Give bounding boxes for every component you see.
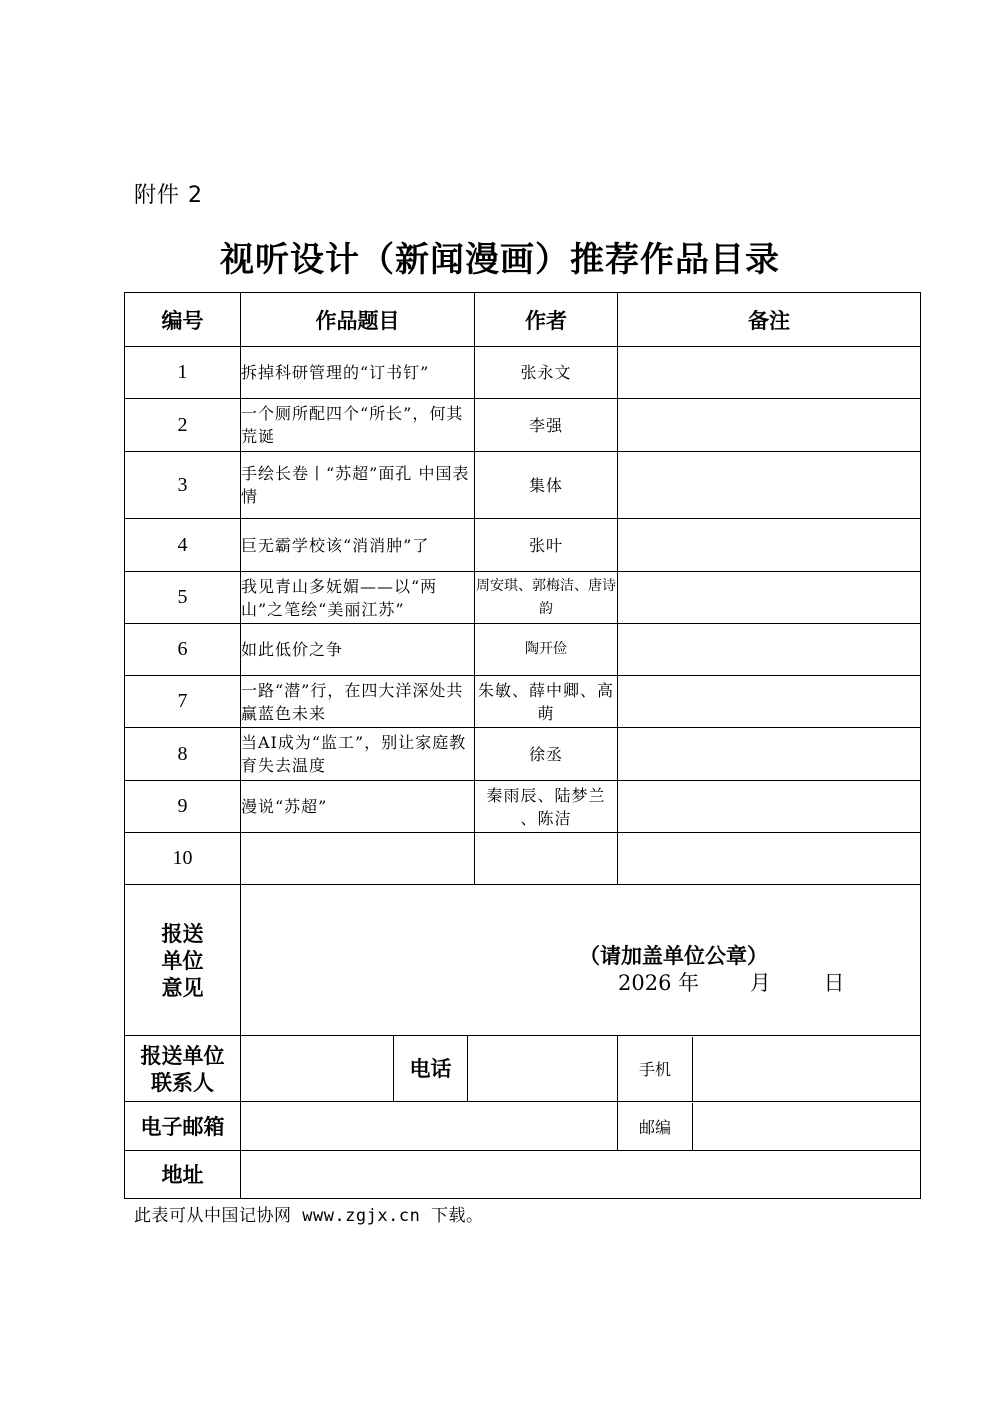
row-author: 秦雨辰、陆梦兰 、陈洁: [475, 781, 618, 833]
date-line: [618, 967, 845, 997]
date-year: 2026 年: [618, 971, 700, 995]
opinion-label-text: 报送单位意见: [161, 920, 204, 1000]
mobile-cell: [618, 1036, 921, 1102]
row-note[interactable]: [618, 624, 921, 676]
row-work: 漫说“苏超”: [241, 781, 475, 833]
row-author: 李强: [475, 399, 618, 452]
opinion-label: [125, 885, 241, 1036]
row-author: 张永文: [475, 347, 618, 399]
row-note[interactable]: [618, 781, 921, 833]
date-day: 日: [823, 971, 845, 995]
table-row: [125, 833, 921, 885]
row-note[interactable]: [618, 572, 921, 624]
row-num: 10: [125, 833, 241, 885]
address-row: [125, 1151, 921, 1199]
row-num: 3: [125, 452, 241, 519]
opinion-field[interactable]: [241, 885, 921, 1036]
contact-label-text: 报送单位联系人: [140, 1042, 225, 1095]
attachment-label: 附件 2: [134, 183, 203, 208]
row-num: 5: [125, 572, 241, 624]
postcode-field[interactable]: [693, 1103, 920, 1150]
mobile-field[interactable]: [693, 1037, 920, 1101]
row-work: 当AI成为“监工”，别让家庭教育失去温度: [241, 728, 475, 781]
header-work: 作品题目: [241, 293, 475, 347]
table-row: [125, 624, 921, 676]
email-row: [125, 1102, 921, 1151]
table-row: [125, 676, 921, 728]
table-row: [125, 781, 921, 833]
download-note: 此表可从中国记协网 www.zgjx.cn 下载。: [134, 1206, 484, 1226]
phone-field[interactable]: [468, 1036, 618, 1102]
address-label: 地址: [125, 1151, 241, 1199]
row-note[interactable]: [618, 519, 921, 572]
table-row: [125, 728, 921, 781]
row-author: 徐丞: [475, 728, 618, 781]
row-work: 巨无霸学校该“消消肿”了: [241, 519, 475, 572]
row-note[interactable]: [618, 452, 921, 519]
table-header-row: [125, 293, 921, 347]
email-label: 电子邮箱: [125, 1102, 241, 1151]
opinion-row: [125, 885, 921, 1036]
contact-row: [125, 1036, 921, 1102]
row-author: 集体: [475, 452, 618, 519]
row-work: 如此低价之争: [241, 624, 475, 676]
row-note[interactable]: [618, 728, 921, 781]
row-work: 我见青山多妩媚——以“两山”之笔绘“美丽江苏”: [241, 572, 475, 624]
header-num: 编号: [125, 293, 241, 347]
row-note[interactable]: [618, 347, 921, 399]
table-row: [125, 347, 921, 399]
table-row: [125, 452, 921, 519]
row-author: 陶开俭: [475, 624, 618, 676]
row-num: 6: [125, 624, 241, 676]
row-work: 拆掉科研管理的“订书钉”: [241, 347, 475, 399]
row-author[interactable]: [475, 833, 618, 885]
phone-label: 电话: [394, 1036, 468, 1102]
row-work: 一路“潜”行，在四大洋深处共赢蓝色未来: [241, 676, 475, 728]
row-work: 一个厕所配四个“所长”，何其荒诞: [241, 399, 475, 452]
header-note: 备注: [618, 293, 921, 347]
row-note[interactable]: [618, 399, 921, 452]
row-work[interactable]: [241, 833, 475, 885]
table-row: [125, 519, 921, 572]
row-work: 手绘长卷丨“苏超”面孔 中国表情: [241, 452, 475, 519]
row-num: 2: [125, 399, 241, 452]
postcode-label: 邮编: [618, 1103, 693, 1150]
contact-field[interactable]: [241, 1036, 394, 1102]
recommendation-table: [124, 292, 921, 1199]
row-author: 朱敏、薛中卿、高萌: [475, 676, 618, 728]
contact-label: [125, 1036, 241, 1102]
row-num: 7: [125, 676, 241, 728]
row-note[interactable]: [618, 676, 921, 728]
date-month: 月: [749, 971, 771, 995]
row-note[interactable]: [618, 833, 921, 885]
row-num: 8: [125, 728, 241, 781]
row-author: 周安琪、郭梅洁、唐诗韵: [475, 572, 618, 624]
row-num: 9: [125, 781, 241, 833]
address-field[interactable]: [241, 1151, 921, 1199]
row-author: 张叶: [475, 519, 618, 572]
email-field[interactable]: [241, 1102, 618, 1151]
mobile-label: 手机: [618, 1037, 693, 1101]
seal-note: （请加盖单位公章）: [579, 943, 768, 968]
row-num: 1: [125, 347, 241, 399]
page-title: 视听设计（新闻漫画）推荐作品目录: [220, 240, 780, 280]
table-row: [125, 572, 921, 624]
row-num: 4: [125, 519, 241, 572]
header-author: 作者: [475, 293, 618, 347]
postcode-cell: [618, 1102, 921, 1151]
table-row: [125, 399, 921, 452]
